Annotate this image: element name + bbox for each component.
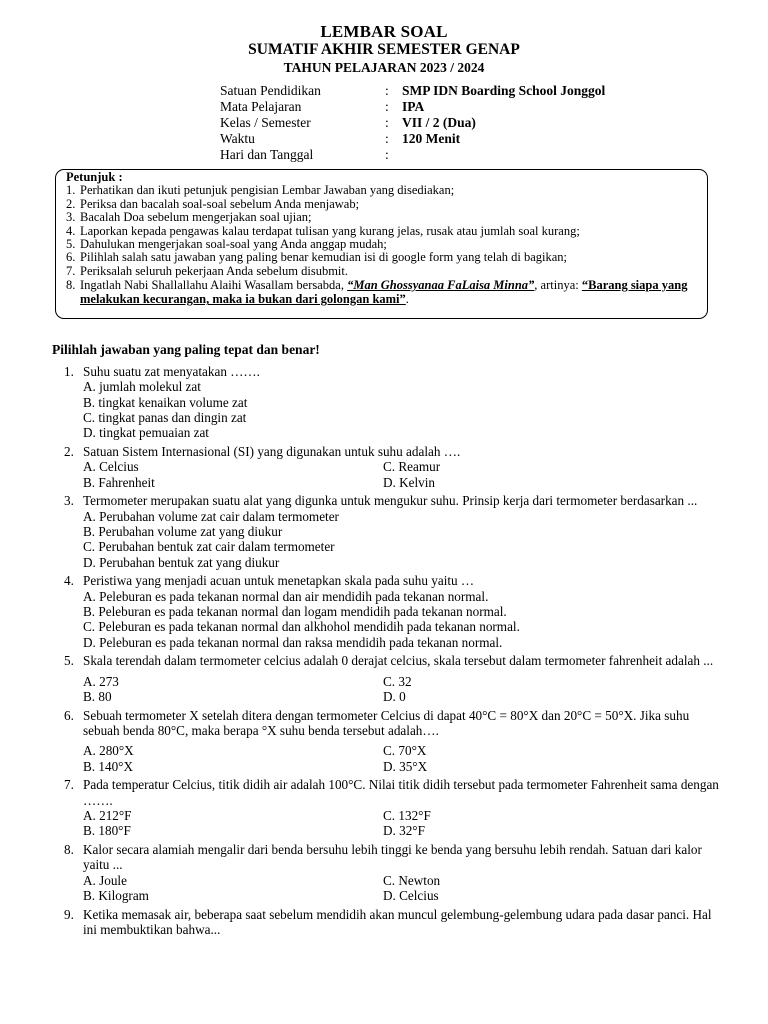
answer-option: A. jumlah molekul zat xyxy=(83,379,201,395)
instructions-title: Petunjuk : xyxy=(66,170,123,184)
instructions-box xyxy=(55,169,708,319)
instruction-item xyxy=(66,238,697,251)
answer-option: D. tingkat pemuaian zat xyxy=(83,425,209,441)
question-text: Termometer merupakan suatu alat yang digunka untuk mengukur suhu. Prinsip kerja dari termometer berdasarkan ... xyxy=(83,493,698,509)
instruction-number: 1. xyxy=(66,183,76,198)
info-row-school xyxy=(220,83,605,99)
question-text: Pada temperatur Celcius, titik didih air adalah 100°C. Nilai titik didih tersebut pada termometer Fahrenheit sama dengan ……. xyxy=(83,777,719,808)
question-number: 9. xyxy=(64,906,74,922)
answer-option: A. 280°X xyxy=(83,743,134,759)
answer-option: D. 35°X xyxy=(383,758,428,774)
info-row-time xyxy=(220,131,605,147)
question-number: 6. xyxy=(64,707,74,723)
answer-option: B. tingkat kenaikan volume zat xyxy=(83,394,248,410)
instruction-item xyxy=(66,251,697,264)
instruction-number: 6. xyxy=(66,250,76,265)
info-value: 120 Menit xyxy=(402,131,461,146)
question-9 xyxy=(64,907,724,938)
instruction-item-hadith xyxy=(66,278,697,306)
instruction-item xyxy=(66,184,697,197)
instruction-text xyxy=(80,278,697,306)
question-text: Suhu suatu zat menyatakan ……. xyxy=(83,364,260,379)
info-colon: : xyxy=(385,83,389,98)
question-text: Sebuah termometer X setelah ditera dengan termometer Celcius di dapat 40°C = 80°X dan 20°C = 50°X. Jika suhu sebuah benda 80°C, maka berapa °X suhu benda tersebut adalah…. xyxy=(83,707,690,739)
instruction-item xyxy=(66,225,697,238)
answer-option: B. Peleburan es pada tekanan normal dan logam mendidih pada tekanan normal. xyxy=(83,603,507,619)
question-number: 4. xyxy=(64,573,74,589)
instruction-text: Laporkan kepada pengawas kalau terdapat tulisan yang kurang jelas, rusak atau jumlah soal kurang; xyxy=(80,223,580,238)
info-colon: : xyxy=(385,99,389,114)
answer-option: D. Perubahan bentuk zat yang diukur xyxy=(83,554,280,570)
info-label: Mata Pelajaran xyxy=(220,99,302,114)
info-label: Satuan Pendidikan xyxy=(220,83,321,98)
info-row-subject xyxy=(220,99,605,115)
answer-option: C. 32 xyxy=(383,673,412,689)
hadith-quote: “Man Ghossyanaa FaLaisa Minna” xyxy=(347,278,535,293)
info-label: Kelas / Semester xyxy=(220,115,311,130)
instruction-number: 8. xyxy=(66,278,76,293)
answer-option: B. 140°X xyxy=(83,758,133,774)
document-title: LEMBAR SOAL xyxy=(320,22,448,41)
answer-option: A. 212°F xyxy=(83,808,132,824)
answer-option: A. Perubahan volume zat cair dalam termometer xyxy=(83,508,339,524)
answer-option: A. Celcius xyxy=(83,459,139,475)
answer-option: A. Peleburan es pada tekanan normal dan air mendidih pada tekanan normal. xyxy=(83,588,489,604)
question-number: 7. xyxy=(64,777,74,793)
instruction-number: 4. xyxy=(66,223,76,238)
hadith-connector: , artinya: xyxy=(534,278,582,293)
instruction-text: Periksalah seluruh pekerjaan Anda sebelum disubmit. xyxy=(80,263,348,278)
question-5 xyxy=(64,653,724,704)
info-value: IPA xyxy=(402,99,425,114)
instruction-text: Perhatikan dan ikuti petunjuk pengisian Lembar Jawaban yang disediakan; xyxy=(80,183,455,198)
instruction-number: 5. xyxy=(66,237,76,252)
info-colon: : xyxy=(385,131,389,146)
question-text: Ketika memasak air, beberapa saat sebelum mendidih akan muncul gelembung-gelembung udara pada dasar panci. Hal ini membuktikan bahwa... xyxy=(83,906,712,938)
answer-option: C. Reamur xyxy=(383,459,441,475)
info-label: Waktu xyxy=(220,131,255,146)
answer-option: B. Fahrenheit xyxy=(83,474,155,490)
question-3 xyxy=(64,493,724,569)
instruction-text: Pilihlah salah satu jawaban yang paling benar kemudian isi di google form yang telah di bagikan; xyxy=(80,250,568,265)
question-number: 5. xyxy=(64,653,74,669)
question-text: Skala terendah dalam termometer celcius adalah 0 derajat celcius, skala tersebut dalam termometer fahrenheit adalah ... xyxy=(83,653,714,669)
instruction-item xyxy=(66,198,697,211)
question-7 xyxy=(64,777,724,838)
answer-option: B. Perubahan volume zat yang diukur xyxy=(83,523,283,539)
question-6 xyxy=(64,708,724,774)
exam-name: SUMATIF AKHIR SEMESTER GENAP xyxy=(248,41,520,58)
question-number: 2. xyxy=(64,443,74,459)
answer-option: D. Kelvin xyxy=(383,474,436,490)
question-list xyxy=(64,364,724,941)
answer-option: C. tingkat panas dan dingin zat xyxy=(83,409,247,425)
answer-option: B. 180°F xyxy=(83,823,131,839)
hadith-intro: Ingatlah Nabi Shallallahu Alaihi Wasallam bersabda, xyxy=(80,278,348,293)
answer-option: D. 0 xyxy=(383,688,406,704)
info-row-date xyxy=(220,147,605,163)
answer-option: B. Kilogram xyxy=(83,888,149,903)
instruction-text: Bacalah Doa sebelum mengerjakan soal ujian; xyxy=(80,210,312,225)
question-text: Kalor secara alamiah mengalir dari benda bersuhu lebih tinggi ke benda yang bersuhu lebih rendah. Satuan dari kalor yaitu ... xyxy=(83,842,702,873)
info-value: VII / 2 (Dua) xyxy=(402,115,476,130)
instruction-text: Periksa dan bacalah soal-soal sebelum Anda menjawab; xyxy=(80,196,360,211)
answer-option: C. Newton xyxy=(383,872,441,888)
exam-info-table xyxy=(220,83,605,163)
instruction-number: 2. xyxy=(66,196,76,211)
answer-option: C. 70°X xyxy=(383,743,427,759)
info-colon: : xyxy=(385,147,389,162)
question-1 xyxy=(64,364,724,440)
instruction-text: Dahulukan mengerjakan soal-soal yang Anda anggap mudah; xyxy=(80,237,387,252)
hadith-end: . xyxy=(405,292,409,307)
question-text: Satuan Sistem Internasional (SI) yang digunakan untuk suhu adalah …. xyxy=(83,443,461,459)
answer-option: D. Celcius xyxy=(383,888,439,903)
answer-option: C. Peleburan es pada tekanan normal dan alkhohol mendidih pada tekanan normal. xyxy=(83,619,520,635)
info-label: Hari dan Tanggal xyxy=(220,147,314,162)
question-number: 8. xyxy=(64,842,74,858)
info-value: SMP IDN Boarding School Jonggol xyxy=(402,83,606,98)
answer-option: B. 80 xyxy=(83,688,112,704)
answer-option: D. Peleburan es pada tekanan normal dan raksa mendidih pada tekanan normal. xyxy=(83,634,503,650)
instruction-item xyxy=(66,265,697,278)
answer-option: C. 132°F xyxy=(383,808,431,824)
question-8 xyxy=(64,842,724,903)
question-2 xyxy=(64,444,724,490)
info-row-class xyxy=(220,115,605,131)
info-colon: : xyxy=(385,115,389,130)
instruction-number: 3. xyxy=(66,210,76,225)
hadith-meaning: “Barang siapa yang melakukan kecurangan, maka ia bukan dari golongan kami” xyxy=(80,278,688,307)
answer-option: D. 32°F xyxy=(383,823,425,839)
academic-year: TAHUN PELAJARAN 2023 / 2024 xyxy=(283,60,485,75)
questions-heading: Pilihlah jawaban yang paling tepat dan benar! xyxy=(52,342,320,357)
answer-option: A. 273 xyxy=(83,673,119,689)
question-number: 1. xyxy=(64,364,74,379)
question-text: Peristiwa yang menjadi acuan untuk menetapkan skala pada suhu yaitu … xyxy=(83,573,475,589)
instruction-item xyxy=(66,211,697,224)
answer-option: A. Joule xyxy=(83,872,127,888)
question-number: 3. xyxy=(64,493,74,509)
instruction-number: 7. xyxy=(66,263,76,278)
answer-option: C. Perubahan bentuk zat cair dalam termometer xyxy=(83,539,335,555)
question-4 xyxy=(64,573,724,649)
